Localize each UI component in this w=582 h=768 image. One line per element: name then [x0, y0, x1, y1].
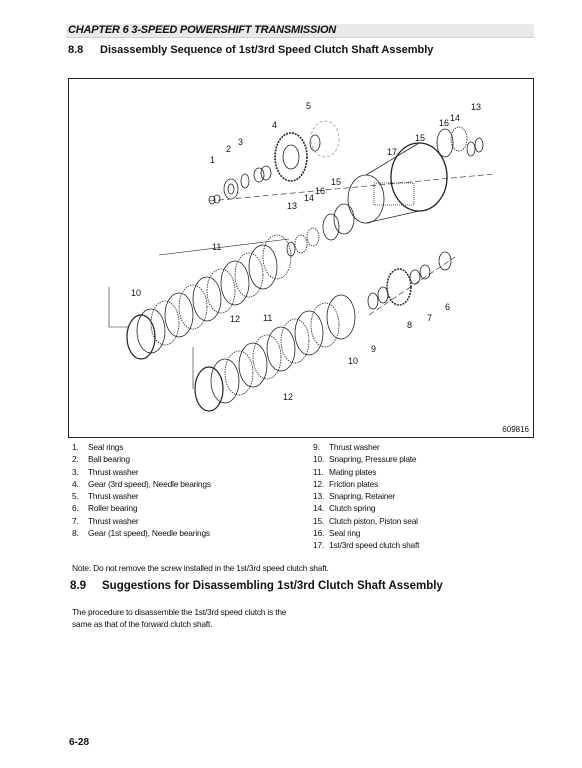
callout-14b: 14	[304, 193, 315, 203]
body-paragraph: The procedure to disassemble the 1st/3rd speed clutch is the same as that of the forward clutch shaft.	[72, 607, 287, 629]
list-item: 10. Snapring, Pressure plate	[313, 454, 417, 465]
callout-16: 16	[439, 118, 450, 128]
list-item: 3. Thrust washer	[72, 466, 139, 477]
callout-11b: 11	[263, 313, 273, 323]
list-item: 9. Thrust washer	[313, 442, 380, 452]
callout-9: 9	[371, 344, 377, 354]
callout-5: 5	[306, 101, 312, 111]
callout-8: 8	[407, 320, 413, 330]
list-item: 5. Thrust washer	[72, 491, 139, 502]
section-number: 8.9	[70, 580, 86, 592]
list-item: 15. Clutch piston, Piston seal	[313, 515, 418, 526]
callout-17: 17	[387, 147, 398, 157]
section-title: Disassembly Sequence of 1st/3rd Speed Clutch Shaft Assembly	[100, 44, 434, 56]
callout-4: 4	[272, 120, 278, 130]
list-item: 6. Roller bearing	[72, 503, 138, 514]
list-item: 7. Thrust washer	[72, 515, 139, 526]
callout-1: 1	[210, 155, 216, 165]
section-heading-8-9	[70, 580, 443, 592]
callout-15b: 15	[331, 177, 342, 187]
callout-3: 3	[238, 137, 244, 147]
note-text: Note: Do not remove the screw installed in the 1st/3rd speed clutch shaft.	[72, 563, 329, 573]
figure-id: 609816	[502, 425, 529, 434]
list-item: 1. Seal rings	[72, 442, 124, 452]
list-item: 12. Friction plates	[313, 478, 379, 489]
callout-11: 11	[212, 242, 222, 252]
callout-12: 12	[230, 314, 241, 324]
callout-13: 13	[471, 102, 482, 112]
callout-10: 10	[131, 288, 142, 298]
list-item: 13. Snapring, Retainer	[313, 491, 396, 502]
list-item: 14. Clutch spring	[313, 503, 376, 514]
page-number: 6-28	[69, 737, 90, 748]
list-item: 16. Seal ring	[313, 528, 361, 539]
chapter-title: CHAPTER 6 3-SPEED POWERSHIFT TRANSMISSION	[68, 24, 337, 36]
parts-list-left	[72, 441, 211, 539]
exploded-view-figure	[68, 78, 534, 438]
section-heading-8-8	[68, 44, 433, 56]
section-title: Suggestions for Disassembling 1st/3rd Clutch Shaft Assembly	[102, 580, 443, 592]
list-item: 11. Mating plates	[313, 466, 377, 477]
clutch-shaft-exploded-diagram	[69, 79, 533, 437]
callout-10b: 10	[348, 356, 359, 366]
parts-list-right	[313, 441, 419, 552]
callout-16b: 16	[315, 186, 326, 196]
callout-6: 6	[445, 302, 451, 312]
list-item: 8. Gear (1st speed), Needle bearings	[72, 528, 210, 539]
list-item: 17. 1st/3rd speed clutch shaft	[313, 540, 420, 551]
callout-13b: 13	[287, 201, 298, 211]
section-number: 8.8	[68, 44, 84, 56]
callout-15: 15	[415, 133, 426, 143]
list-item: 4. Gear (3rd speed), Needle bearings	[72, 478, 211, 489]
list-item: 2. Ball bearing	[72, 454, 130, 465]
callout-7: 7	[427, 313, 433, 323]
callout-14: 14	[450, 113, 461, 123]
callout-2: 2	[226, 144, 232, 154]
callout-12b: 12	[283, 392, 294, 402]
